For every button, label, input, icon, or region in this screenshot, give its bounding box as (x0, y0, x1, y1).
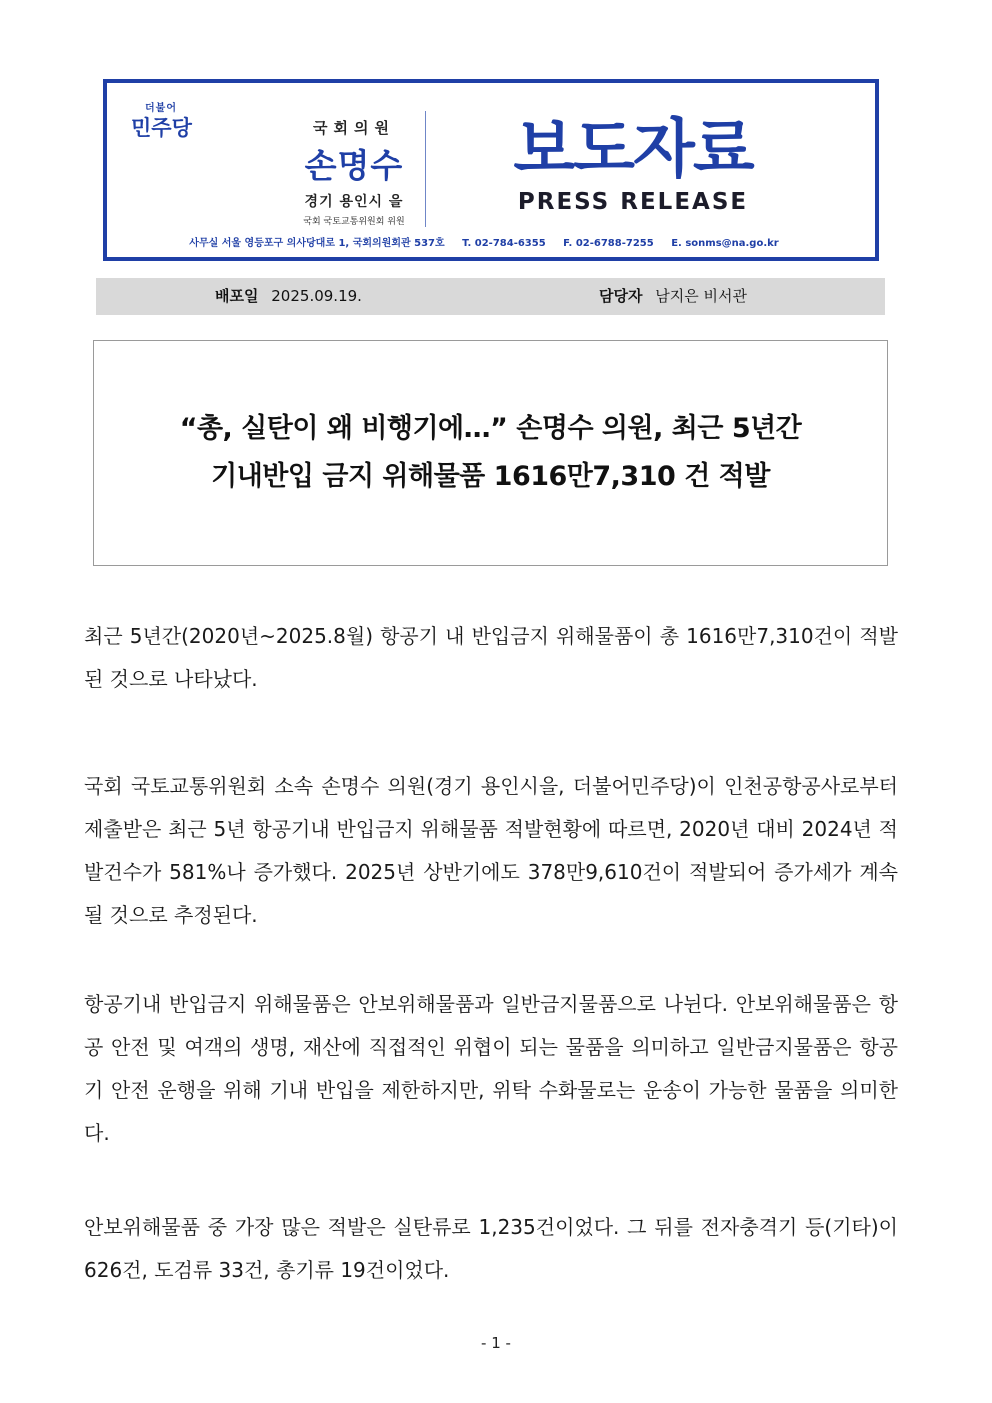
release-date (215, 278, 362, 315)
body-paragraph-2: 국회 국토교통위원회 소속 손명수 의원(경기 용인시을, 더불어민주당)이 인천공항공사로부터 제출받은 최근 5년 항공기내 반입금지 위해물품 적발현황에 따르면, 2020년 대비 2024년 적발건수가 581%나 증가했다. 2025년 상반기에도 378만9,610건이 적발되어 증가세가 계속될 것으로 추정된다. (84, 774, 898, 927)
email-address[interactable]: sonms@na.go.kr (685, 238, 779, 249)
press-release-title-kr: 보도자료 (513, 113, 753, 187)
contact-person-label: 담당자 (599, 287, 643, 305)
member-name: 손명수 (304, 146, 404, 185)
member-district: 경기 용인시 을 (304, 194, 404, 210)
office-address: 서울 영등포구 의사당대로 1, 국회의원회관 537호 (221, 238, 445, 249)
body-paragraph-3: 항공기내 반입금지 위해물품은 안보위해물품과 일반금지물품으로 나뉜다. 안보위해물품은 항공 안전 및 여객의 생명, 재산에 직접적인 위협이 되는 물품을 의미하고 일반금지물품은 항공기 안전 운행을 위해 기내 반입을 제한하지만, 위탁 수화물로는 운송이 가능한 물품을 의미한다. (84, 992, 898, 1145)
body-paragraph-4: 안보위해물품 중 가장 많은 적발은 실탄류로 1,235건이었다. 그 뒤를 전자충격기 등(기타)이 626건, 도검류 33건, 총기류 19건이었다. (84, 1215, 898, 1282)
press-release-banner (103, 79, 879, 261)
party-logo-small: 더불어 (145, 103, 177, 114)
banner-divider (425, 111, 426, 227)
release-date-value: 2025.09.19. (271, 287, 362, 305)
member-info (287, 117, 421, 227)
press-release-title-en: PRESS RELEASE (517, 189, 749, 215)
contact-person-value: 남지은 비서관 (655, 287, 747, 305)
office-label: 사무실 (189, 238, 219, 249)
fax-label: F. (563, 238, 573, 249)
headline-line-2: 기내반입 금지 위해물품 1616만7,310 건 적발 (211, 461, 770, 492)
headline-box (93, 340, 888, 566)
party-logo-name: 민주당 (131, 116, 192, 140)
fax-number: 02-6788-7255 (575, 238, 654, 249)
page-number: - 1 - (481, 1334, 511, 1352)
member-committee: 국회 국토교통위원회 위원 (303, 217, 405, 227)
release-date-label: 배포일 (215, 287, 259, 305)
email-label: E. (671, 238, 682, 249)
tel-number: 02-784-6355 (474, 238, 546, 249)
meta-bar (96, 278, 885, 315)
contact-person (599, 278, 747, 315)
party-logo (131, 99, 192, 142)
headline-line-1: “총, 실탄이 왜 비행기에…” 손명수 의원, 최근 5년간 (179, 413, 802, 444)
member-title: 국회의원 (313, 119, 395, 137)
body-paragraph-1: 최근 5년간(2020년~2025.8월) 항공기 내 반입금지 위해물품이 총 1616만7,310건이 적발된 것으로 나타났다. (84, 624, 898, 691)
tel-label: T. (462, 238, 472, 249)
headline (94, 405, 887, 501)
contact-line (107, 234, 875, 249)
